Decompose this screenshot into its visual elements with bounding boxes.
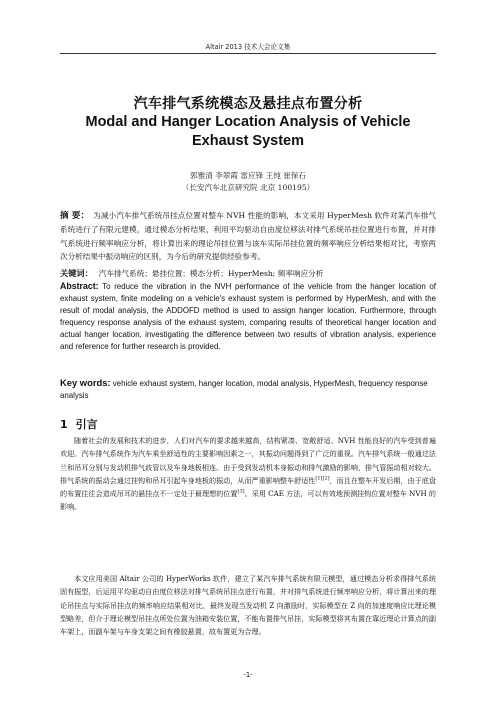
keywords-chinese-text: 汽车排气系统；悬挂位置；模态分析；HyperMesh; 频率响应分析: [98, 269, 324, 278]
page-number: -1-: [243, 671, 253, 679]
abstract-chinese: [60, 209, 436, 263]
keywords-chinese-label: 关键词：: [60, 268, 93, 278]
title-english-line-1: Modal and Hanger Location Analysis of Vehicle: [85, 114, 411, 130]
paragraph-1-text-c: 。采用 CAE 方法，可以有效地预测挂钩位置对整车 NVH 的影响。: [60, 489, 437, 512]
section-title: 引言: [75, 418, 98, 431]
section-number: 1: [60, 418, 68, 431]
abstract-english: [60, 280, 436, 354]
paragraph-1-text-a: 随着社会的发展和技术的进步，人们对汽车的要求越来越高，结构紧凑、宽敞舒适、NVH 性能良好的汽车受到普遍欢迎。汽车排气系统作为汽车乘坐舒适性的主要影响因素之一，其振动问题得到了广泛的重视。汽车排气系统一般通过法兰和吊耳分别与发动机排气歧管以及车身地板相连。由于受到发动机本身振动和排气激励的影响，排气管振动相对较大。排气系统的振动会通过挂钩和吊耳引起车身地板的振动，从而严重影响整车舒适性: [60, 436, 436, 485]
title-english-line-2: Exhaust System: [191, 133, 305, 149]
citation-1-2: [1][2]: [315, 475, 330, 482]
section-heading-introduction: [60, 416, 98, 432]
header-divider: [60, 53, 436, 54]
keywords-english-label: Key words:: [60, 377, 111, 388]
citation-3: [3]: [237, 488, 245, 495]
keywords-chinese: [60, 267, 436, 280]
running-header: Altair 2013 技术大会论文集: [205, 43, 291, 51]
affiliation: （长安汽车北京研究院 北京 100195）: [181, 183, 315, 192]
title-english: [0, 113, 496, 151]
abstract-english-text: To reduce the vibration in the NVH performance of the vehicle from the hanger location of exhaust system, finite modeling on a vehicle's exhaust system is performed by HyperMesh, and with the result of modal analysis, the ADDOFD method is used to assign hanger location. Furthermore, through frequency response analysis of the exhaust system, comparing results of theoretical hanger location and actual hanger location, investigating the difference between two results of vibration analysis, experience and reference for further research is provided.: [60, 282, 436, 352]
paragraph-1-text-b: ，而且在整车开发后期，由于底盘的布置往往会造成吊耳的悬挂点不一定处于最理想的位置: [60, 475, 436, 499]
keywords-english: [60, 377, 436, 402]
abstract-chinese-label: 摘 要：: [60, 211, 90, 221]
body-paragraph-1: [60, 434, 436, 514]
body-paragraph-2: 本文应用美国 Altair 公司的 HyperWorks 软件，建立了某汽车排气系统有限元模型，通过模态分析求得排气系统固有振型，后运用平均驱动自由度位移法对排气系统吊挂点进行布置，并对排气系统进行频率响应分析，将计算出来的理论吊挂点与实际吊挂点的频率响应结果相对比，最终发现当发动机 Z 向激励时，实际模型在 Z 向的加速度响应比理论模型略差，但介于理论模型吊挂点所处位置为油箱安装位置，不能布置排气吊挂，实际模型将其布置在靠近理论计算点的副车架上，而副车架与车身支架之间有橡胶悬置，故布置更为合理。: [60, 574, 436, 637]
authors: 郭雅清 李翠霞 雷应锋 王纯 崔保石: [190, 171, 306, 180]
keywords-english-text: vehicle exhaust system, hanger location, modal analysis, HyperMesh, frequency response analysis: [60, 379, 428, 401]
title-chinese: 汽车排气系统模态及悬挂点布置分析: [133, 96, 363, 112]
abstract-english-label: Abstract:: [60, 281, 99, 291]
abstract-chinese-text: 为减小汽车排气系统吊挂点位置对整车 NVH 性能的影响，本文采用 HyperMesh 软件对某汽车排气系统进行了有限元建模，通过模态分析结果，利用平均驱动自由度位移法对排气系统吊挂位置进行布置，并对排气系统进行频率响应分析，将计算出来的理论吊挂位置与该车实际吊挂位置的频率响应分析结果相对比，考察两次分析结果中振动响应的区别，为今后的研究提供经验参考。: [60, 211, 436, 261]
